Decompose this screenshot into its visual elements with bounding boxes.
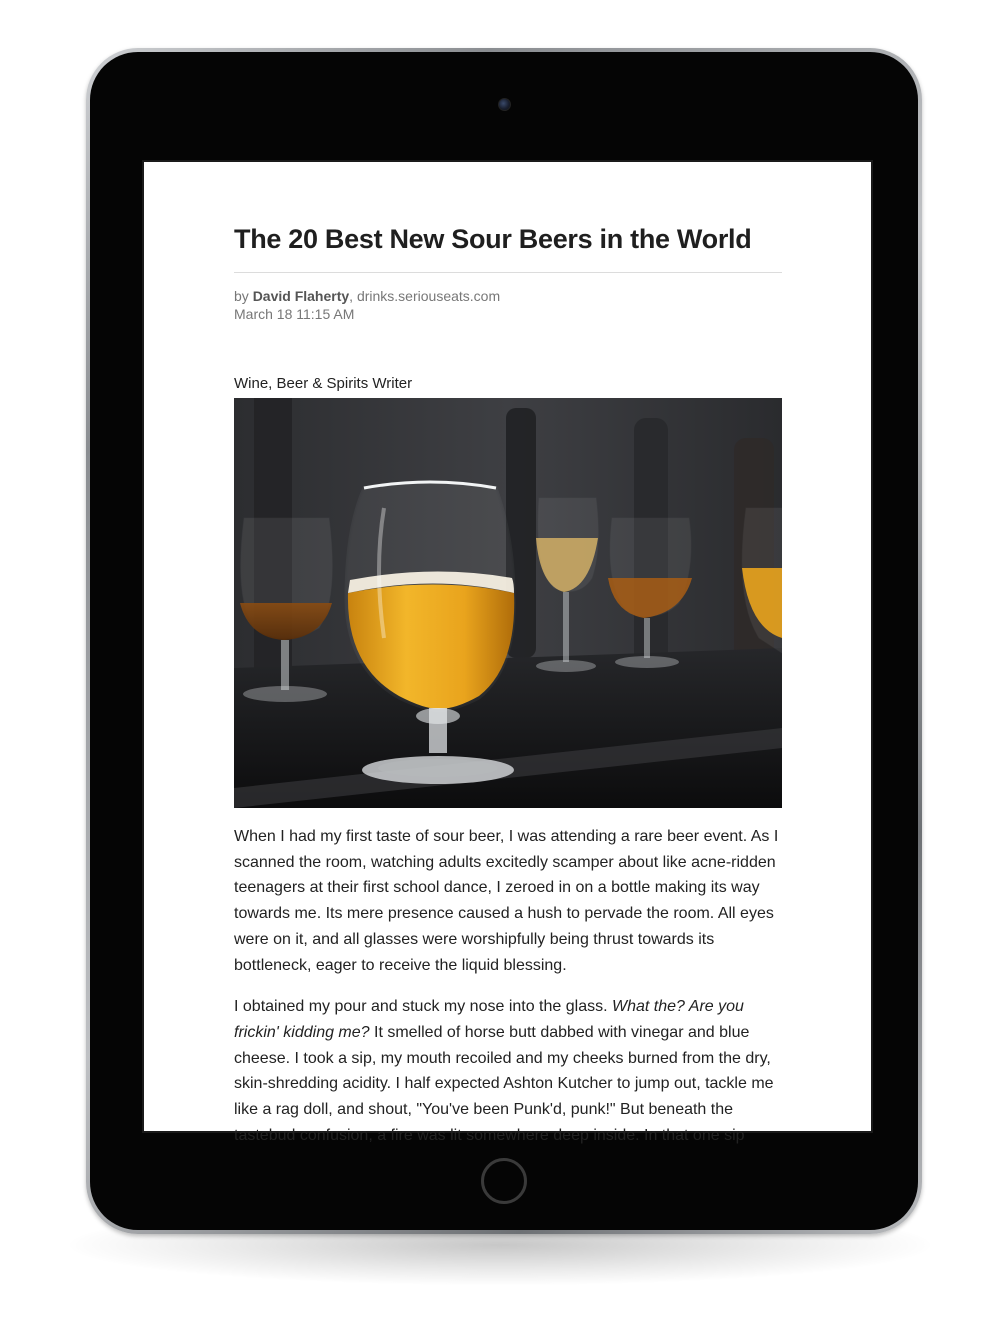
byline — [234, 287, 500, 305]
paragraph-2-start: I obtained my pour and stuck my nose into the glass. — [234, 998, 612, 1016]
beer-glasses-photo — [234, 398, 782, 808]
paragraph-2-italic: What the? Are you frickin' kidding me? — [234, 998, 744, 1041]
paragraph-2 — [234, 994, 782, 1148]
publish-date: March 18 11:15 AM — [234, 306, 355, 322]
source-text: , drinks.seriouseats.com — [349, 288, 501, 304]
article-body — [234, 824, 782, 1164]
screen[interactable] — [142, 160, 873, 1144]
tablet-device — [86, 48, 922, 1234]
tablet-bezel — [90, 52, 918, 1230]
author-link[interactable]: David Flaherty — [252, 288, 350, 304]
article-title: The 20 Best New Sour Beers in the World — [234, 224, 752, 254]
image-caption: Wine, Beer & Spirits Writer — [234, 375, 413, 392]
byline-prefix: by — [234, 288, 253, 304]
home-button-icon[interactable] — [481, 1158, 527, 1204]
paragraph-1: When I had my first taste of sour beer, I was attending a rare beer event. As I scanned the room, watching adults excitedly scamper about like acne-ridden teenagers at their first school dance, I zeroed in on a bottle making its way towards me. Its mere presence caused a hush to pervade the room. All eyes were on it, and all glasses were worshipfully being thrust towards its bottleneck, eager to receive the liquid blessing. — [234, 828, 779, 974]
paragraph-2-rest: It smelled of horse butt dabbed with vinegar and blue cheese. I took a sip, my mouth recoiled and my cheeks burned from the dry, skin-shredding acidity. I half expected Ashton Kutcher to jump out, tackle me like a rag doll, and shout, "You've been Punk'd, punk!" But beneath the tastebud confusion, a fire was lit somewhere deep inside. In that one sip — [234, 1023, 774, 1144]
article-photo — [234, 398, 782, 808]
front-camera-icon — [498, 98, 511, 111]
title-divider — [234, 272, 782, 273]
